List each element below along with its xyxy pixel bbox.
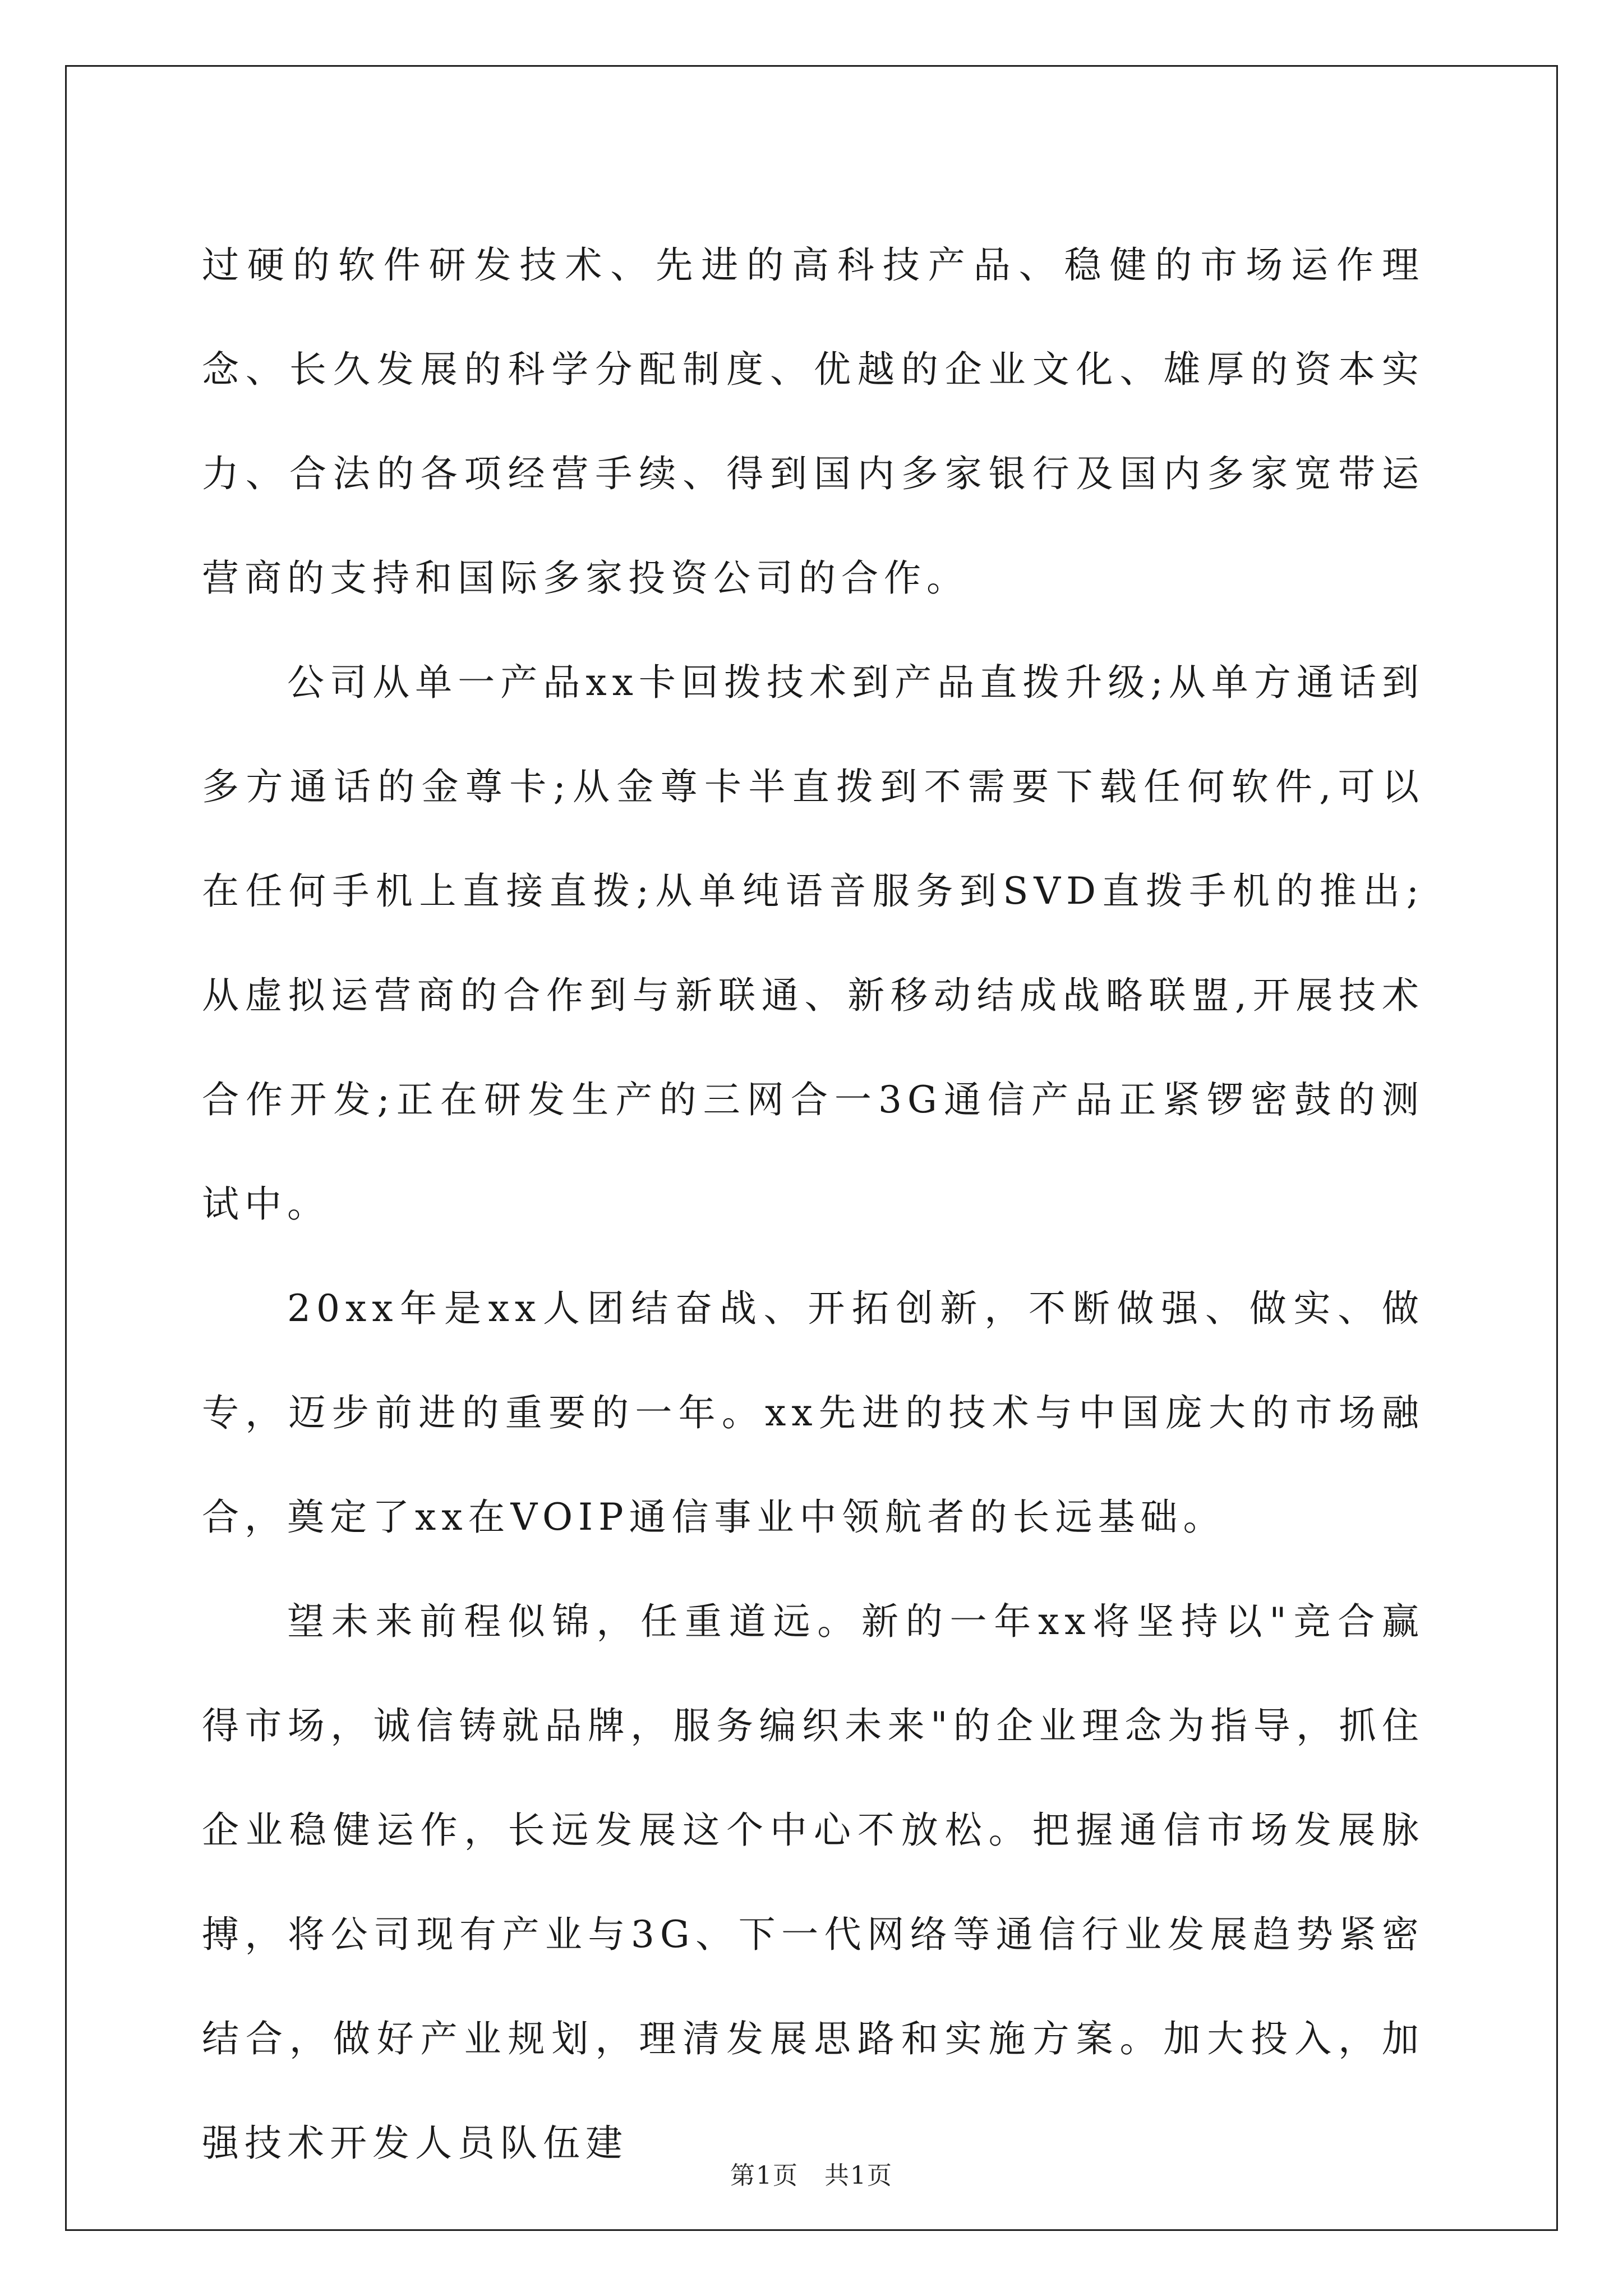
paragraph-3: 20xx年是xx人团结奋战、开拓创新，不断做强、做实、做专，迈步前进的重要的一年。xx先进的技术与中国庞大的市场融合，奠定了xx在VOIP通信事业中领航者的长远基础。 xyxy=(202,1287,1424,1539)
page-footer xyxy=(0,2155,1623,2191)
paragraph-1: 过硬的软件研发技术、先进的高科技产品、稳健的市场运作理念、长久发展的科学分配制度、优越的企业文化、雄厚的资本实力、合法的各项经营手续、得到国内多家银行及国内多家宽带运营商的支持和国际多家投资公司的合作。 xyxy=(202,243,1424,600)
page-total: 共1页 xyxy=(824,2161,893,2190)
document-body xyxy=(202,213,1424,2196)
paragraph-4: 望未来前程似锦，任重道远。新的一年xx将坚持以"竞合赢得市场，诚信铸就品牌，服务编织未来"的企业理念为指导，抓住企业稳健运作，长远发展这个中心不放松。把握通信市场发展脉搏，将公司现有产业与3G、下一代网络等通信行业发展趋势紧密结合，做好产业规划，理清发展思路和实施方案。加大投入，加强技术开发人员队伍建 xyxy=(202,1600,1424,2165)
paragraph-2: 公司从单一产品xx卡回拨技术到产品直拨升级;从单方通话到多方通话的金尊卡;从金尊卡半直拨到不需要下载任何软件,可以在任何手机上直接直拨;从单纯语音服务到SVD直拨手机的推出;从虚拟运营商的合作到与新联通、新移动结成战略联盟,开展技术合作开发;正在研发生产的三网合一3G通信产品正紧锣密鼓的测试中。 xyxy=(202,661,1424,1226)
page-number: 第1页 xyxy=(730,2161,799,2190)
